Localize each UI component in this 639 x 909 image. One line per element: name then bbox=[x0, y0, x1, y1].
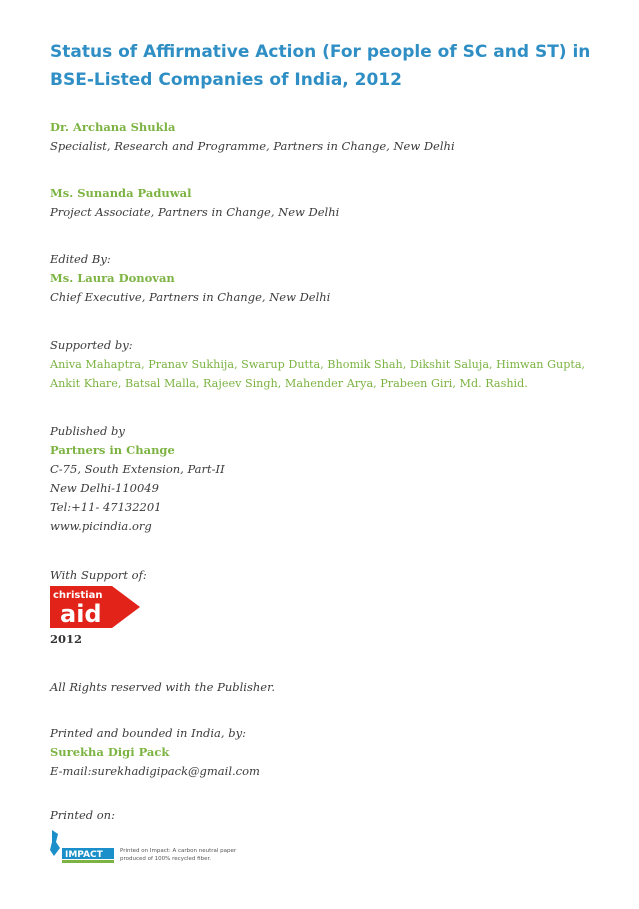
editor-role: Chief Executive, Partners in Change, New Delhi bbox=[50, 290, 331, 304]
impact-paper-logo bbox=[48, 828, 118, 864]
impact-paper-note bbox=[120, 847, 236, 863]
impact-note-line-2: produced of 100% recycled fiber. bbox=[120, 856, 211, 862]
publisher-address-1: C-75, South Extension, Part-II bbox=[50, 462, 225, 476]
title-line-1: Status of Affirmative Action (For people of SC and ST) in bbox=[50, 42, 591, 62]
printed-on-label: Printed on: bbox=[50, 808, 115, 822]
with-support-block bbox=[50, 566, 610, 585]
publisher-website[interactable]: www.picindia.org bbox=[50, 519, 152, 533]
author-2-name: Ms. Sunanda Paduwal bbox=[50, 186, 192, 200]
author-1-role: Specialist, Research and Programme, Partners in Change, New Delhi bbox=[50, 139, 455, 153]
impact-logo-text: IMPACT bbox=[65, 850, 103, 860]
publisher-tel: Tel:+11- 47132201 bbox=[50, 500, 162, 514]
publisher-name: Partners in Change bbox=[50, 443, 175, 457]
printer-name: Surekha Digi Pack bbox=[50, 745, 170, 759]
publisher-address-2: New Delhi-110049 bbox=[50, 481, 159, 495]
publisher-block bbox=[50, 422, 610, 536]
author-2-role: Project Associate, Partners in Change, New Delhi bbox=[50, 205, 340, 219]
title-line-2: BSE-Listed Companies of India, 2012 bbox=[50, 70, 402, 90]
author-1-name: Dr. Archana Shukla bbox=[50, 120, 176, 134]
christian-aid-logo bbox=[50, 586, 140, 628]
supporters-line-1: Aniva Mahaptra, Pranav Sukhija, Swarup Dutta, Bhomik Shah, Dikshit Saluja, Himwan Gupta, bbox=[50, 358, 586, 371]
christian-aid-logo-main-text: aid bbox=[60, 600, 102, 628]
christian-aid-logo-top-text: christian bbox=[53, 590, 103, 601]
publication-year: 2012 bbox=[50, 632, 83, 646]
printed-on-block bbox=[50, 806, 610, 825]
publisher-label: Published by bbox=[50, 424, 125, 438]
impact-note-line-1: Printed on Impact: A carbon neutral paper bbox=[120, 848, 237, 854]
editor-name: Ms. Laura Donovan bbox=[50, 271, 175, 285]
rights-notice: All Rights reserved with the Publisher. bbox=[50, 680, 275, 694]
printer-email[interactable]: E-mail:surekhadigipack@gmail.com bbox=[50, 764, 260, 778]
editor-block bbox=[50, 250, 610, 307]
printer-block bbox=[50, 724, 610, 781]
printer-label: Printed and bounded in India, by: bbox=[50, 726, 246, 740]
author-1-block bbox=[50, 118, 610, 156]
document-title bbox=[50, 38, 610, 94]
supporters-label: Supported by: bbox=[50, 338, 133, 352]
supporters-block bbox=[50, 336, 610, 393]
editor-label: Edited By: bbox=[50, 252, 111, 266]
author-2-block bbox=[50, 184, 610, 222]
with-support-label: With Support of: bbox=[50, 568, 147, 582]
supporters-line-2: Ankit Khare, Batsal Malla, Rajeev Singh, Mahender Arya, Prabeen Giri, Md. Rashid. bbox=[50, 377, 528, 390]
